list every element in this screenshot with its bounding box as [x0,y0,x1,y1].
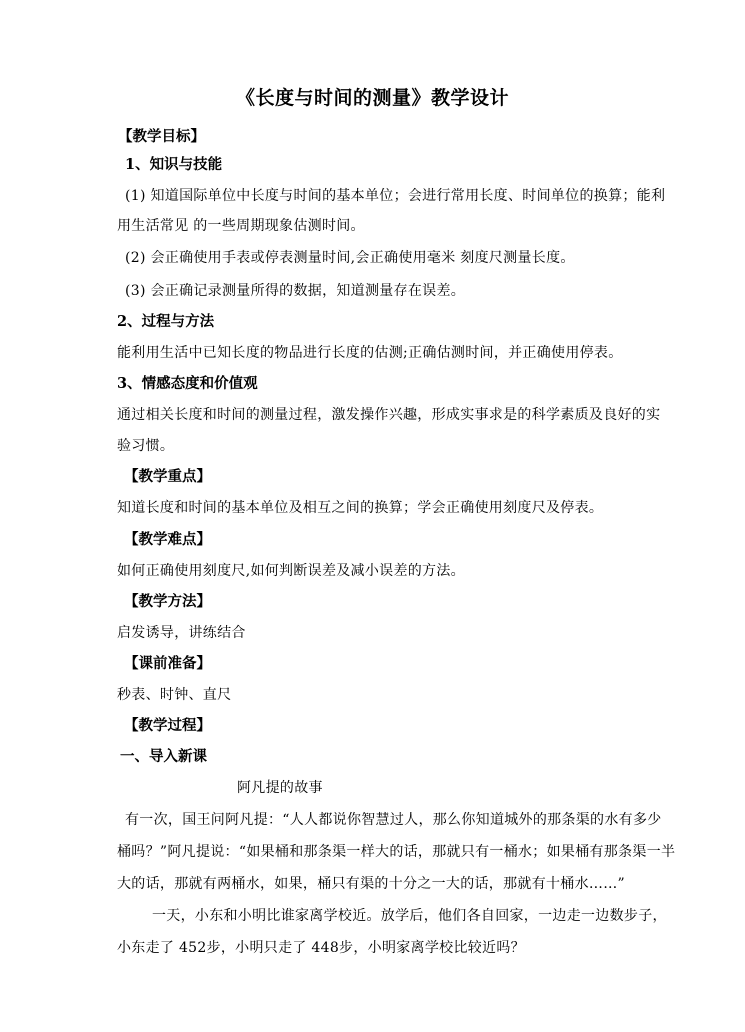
section-heading-objectives: 【教学目标】 [118,128,205,145]
story-line-3: 大的话，那就有两桶水，如果，桶只有渠的十分之一大的话，那就有十桶水……” [117,876,625,892]
attitudes-values-line-2: 验习惯。 [117,438,175,454]
attitudes-values-line-1: 通过相关长度和时间的测量过程，激发操作兴趣，形成实事求是的科学素质及良好的实 [117,407,661,423]
preparation-text: 秒表、时钟、直尺 [117,687,232,703]
process-part-1-heading: 一、导入新课 [120,748,207,765]
example-line-1: 一天，小东和小明比谁家离学校近。放学后，他们各自回家，一边走一边数步子， [152,908,667,924]
difficulties-text: 如何正确使用刻度尺,如何判断误差及减小误差的方法。 [117,563,465,579]
example-line-2: 小东走了 452步，小明只走了 448步，小明家离学校比较近吗？ [117,940,525,956]
story-line-2: 桶吗？”阿凡提说：“如果桶和那条渠一样大的话，那就只有一桶水；如果桶有那条渠一半 [117,844,676,860]
section-heading-key-points: 【教学重点】 [124,468,211,485]
objective-item-3: (3) 会正确记录测量所得的数据，知道测量存在误差。 [125,283,466,299]
story-line-1: 有一次，国王问阿凡提：“人人都说你智慧过人，那么你知道城外的那条渠的水有多少 [125,812,662,828]
section-heading-difficulties: 【教学难点】 [124,531,211,548]
section-heading-methods: 【教学方法】 [124,593,211,610]
subheading-attitudes-values: 3、情感态度和价值观 [117,375,258,392]
subheading-knowledge-skills: 1、知识与技能 [125,156,223,173]
objective-item-2: (2) 会正确使用手表或停表测量时间,会正确使用毫米 刻度尺测量长度。 [125,250,575,266]
section-heading-teaching-process: 【教学过程】 [124,717,211,734]
key-points-text: 知道长度和时间的基本单位及相互之间的换算；学会正确使用刻度尺及停表。 [117,500,604,516]
subheading-process-methods: 2、过程与方法 [117,313,215,330]
objective-item-1-line-1: (1) 知道国际单位中长度与时间的基本单位；会进行常用长度、时间单位的换算；能利 [125,188,666,204]
methods-text: 启发诱导，讲练结合 [117,625,246,641]
process-methods-text: 能利用生活中已知长度的物品进行长度的估测;正确估测时间，并正确使用停表。 [117,345,623,361]
section-heading-preparation: 【课前准备】 [124,655,211,672]
objective-item-1-line-2: 用生活常见 的一些周期现象估测时间。 [117,218,365,234]
document-title: 《长度与时间的测量》教学设计 [236,87,510,109]
story-title: 阿凡提的故事 [237,780,323,796]
